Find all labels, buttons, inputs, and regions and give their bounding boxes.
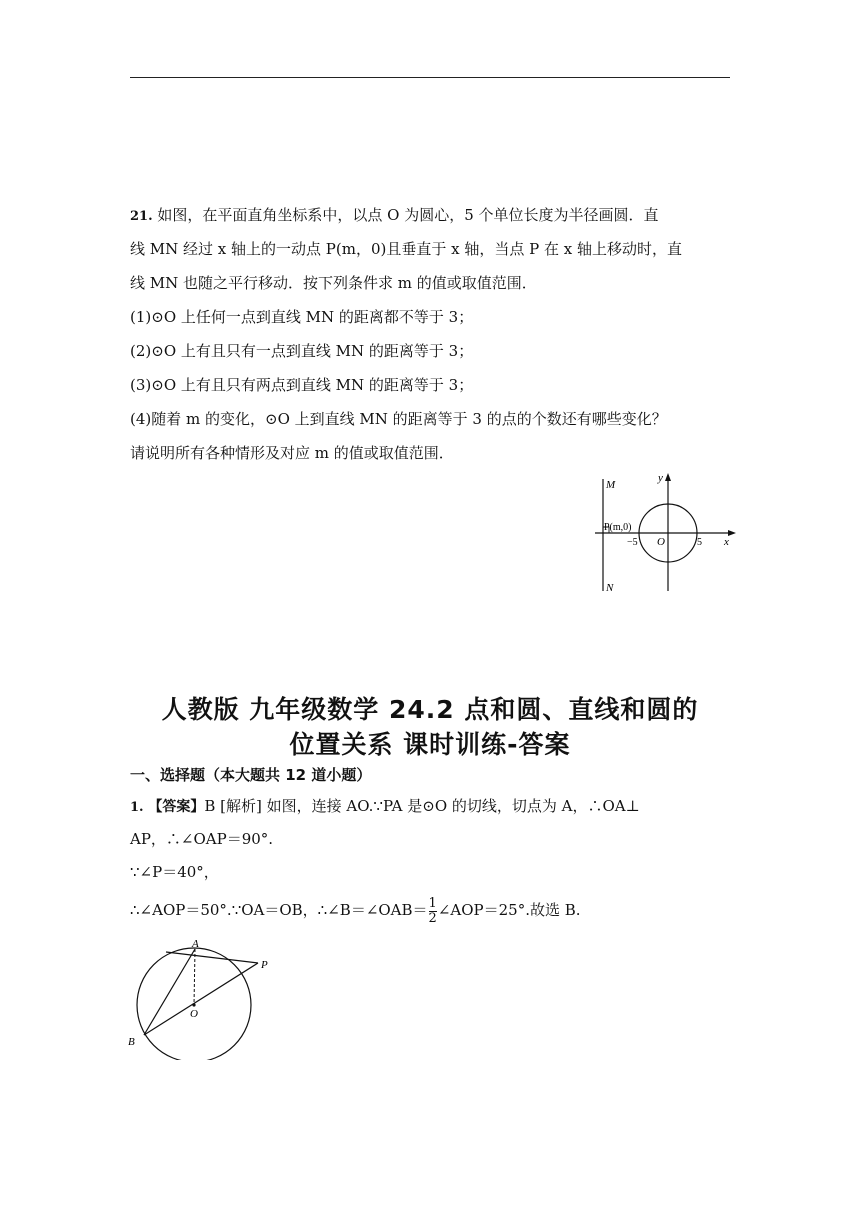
q21-number: 21.	[130, 209, 153, 224]
q21-subquestion-1: (1)⊙O 上任何一点到直线 MN 的距离都不等于 3；	[130, 308, 474, 326]
fraction-one-half: $\frac{1}{2}$	[428, 895, 437, 926]
y-axis-arrow-icon	[665, 473, 671, 481]
answer-1-line-2: AP，∴∠OAP＝90°.	[130, 830, 274, 848]
q21-subquestion-4: (4)随着 m 的变化，⊙O 上到直线 MN 的距离等于 3 的点的个数还有哪些变化？	[130, 410, 667, 428]
answer-1-number: 1.	[130, 800, 144, 815]
answer-tag: 【答案】	[148, 799, 205, 815]
section-heading: 一、选择题（本大题共 12 道小题）	[130, 766, 372, 784]
label-b: B	[128, 1036, 135, 1048]
label-y: y	[658, 472, 663, 484]
label-o: O	[657, 536, 665, 548]
label-p: P	[261, 959, 268, 971]
answer-title-line-2: 位置关系 课时训练-答案	[289, 730, 571, 759]
answer-1-line-4: ∴∠AOP＝50°.∵OA＝OB，∴∠B＝∠OAB＝ $\frac{1}{2}$ ∠AOP＝25°.故选 B.	[130, 895, 581, 926]
answer-title-line-1: 人教版 九年级数学 24.2 点和圆、直线和圆的	[161, 695, 699, 724]
tangent-line-ap	[166, 952, 258, 963]
center-point	[192, 1003, 195, 1006]
q21-line-2: 线 MN 经过 x 轴上的一动点 P(m，0)且垂直于 x 轴，当点 P 在 x 轴上移动时，直	[130, 240, 682, 258]
answer-1-line-3: ∵∠P＝40°，	[130, 863, 219, 881]
q21-line-3: 线 MN 也随之平行移动．按下列条件求 m 的值或取值范围．	[130, 274, 537, 292]
chord-ab	[144, 949, 195, 1035]
header-rule	[130, 77, 730, 78]
x-axis-arrow-icon	[728, 530, 736, 536]
label-5: 5	[697, 537, 702, 548]
q21-subquestion-3: (3)⊙O 上有且只有两点到直线 MN 的距离等于 3；	[130, 376, 474, 394]
q21-subquestion-4-cont: 请说明所有各种情形及对应 m 的值或取值范围．	[130, 444, 454, 462]
tangent-figure	[122, 935, 282, 1060]
label-o: O	[190, 1008, 198, 1020]
coordinate-figure	[590, 465, 740, 595]
q21-subquestion-2: (2)⊙O 上有且只有一点到直线 MN 的距离等于 3；	[130, 342, 474, 360]
label-n: N	[606, 582, 614, 594]
label-p: P(m,0)	[604, 522, 632, 533]
label-x: x	[724, 536, 729, 548]
secant-bp	[144, 963, 258, 1035]
q21-line-1: 21. 如图，在平面直角坐标系中，以点 O 为圆心，5 个单位长度为半径画圆．直	[130, 206, 659, 224]
radius-oa-dashed	[194, 949, 195, 1005]
answer-1-line-1: 1. 【答案】B [解析] 如图，连接 AO.∵PA 是⊙O 的切线，切点为 A，∴OA⊥	[130, 797, 640, 815]
label-m: M	[606, 479, 616, 491]
label-a: A	[192, 938, 199, 950]
label-neg5: −5	[627, 537, 638, 548]
